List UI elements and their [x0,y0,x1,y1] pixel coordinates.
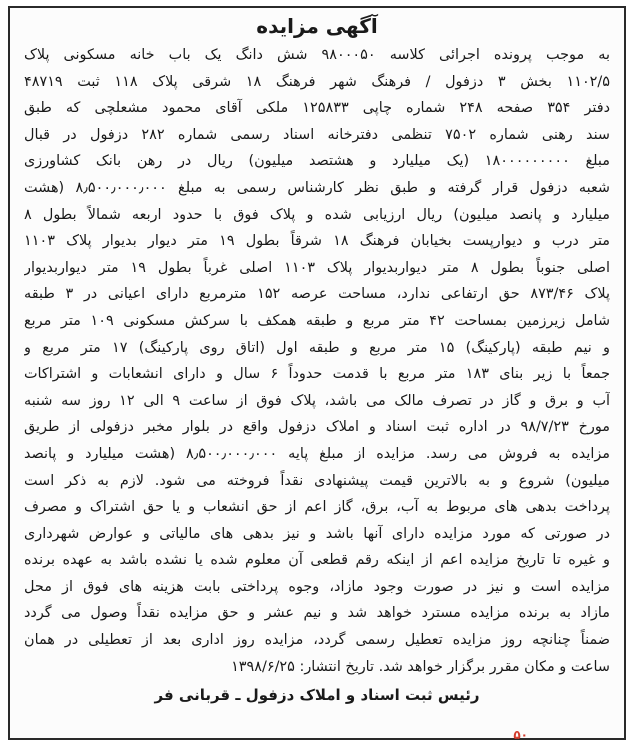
notice-line: مورخ ۹۸/۷/۲۳ در اداره ثبت اسناد و املاک دزفول واقع در بلوار مخبر دزفولی از طریق [24,419,610,436]
notice-line: میلیون) شروع و به بالاترین قیمت پیشنهادی نقداً فروخته می شود. لازم به ذکر است [24,472,610,489]
corner-mark: ۵۰ [513,728,528,742]
notice-line: پلاک ۸۷۳/۴۶ حق ارتفاعی ندارد، مساحت عرصه ۱۵۲ مترمربع دارای اعیانی در ۳ طبقه [24,286,610,303]
notice-line: اصلی جنوباً بطول ۸ متر دیواربدیوار پلاک ۱۱۰۳ اصلی غرباً بطول ۱۹ متر دیواربدیوار [24,259,610,276]
notice-signature: رئیس ثبت اسناد و املاک دزفول ـ قربانی فر [154,686,480,705]
notice-line: و غیره تا تاریخ مزایده اعم از اینکه رقم قطعی آن معلوم شده یا نشده باشد به عهده برنده [24,552,610,569]
notice-line: و نیم طبقه (پارکینگ) ۱۵ متر مربع و طبقه اول (اتاق روی پارکینگ) ۱۷ متر مربع و [24,339,610,356]
notice-line: ضمناً چنانچه روز مزایده تعطیل رسمی گردد، مزایده روز اداری بعد از تعطیلی در همان [24,632,610,649]
notice-line: در صورتی که مورد مزایده دارای آنها باشد و نیز بدهی های مالیاتی و عوارض شهرداری [24,525,610,542]
notice-line: جمعاً با زیر بنای ۱۸۳ متر مربع با قدمت حدوداً ۶ سال و دارای انشعابات و اشتراکات [24,366,610,383]
notice-title: آگهی مزایده [256,14,378,38]
notice-line: ساعت و مکان مقرر برگزار خواهد شد. تاریخ انتشار: ۱۳۹۸/۶/۲۵ [231,658,610,675]
notice-line: به موجب پرونده اجرائی کلاسه ۹۸۰۰۰۵۰ شش دانگ یک باب خانه مسکونی پلاک [24,47,610,63]
notice-line: پرداخت بدهی های مربوط به آب، برق، گاز اعم از حق انشعاب و یا حق اشتراک و مصرف [24,499,610,516]
notice-body [10,38,624,680]
notice-line: شامل زیرزمین بمساحت ۴۲ متر مربع و طبقه همکف با سرکش مسکونی ۱۰۹ متر مربع [24,312,610,329]
notice-line: ۱۱۰۲/۵ بخش ۳ دزفول / فرهنگ شهر فرهنگ ۱۸ شرقی پلاک ۱۱۸ ثبت ۴۸۷۱۹ [24,73,610,90]
auction-notice [8,6,626,740]
notice-line: آب و برق و گاز در تصرف مالک می باشد، پلاک فوق از ساعت ۹ الی ۱۲ روز سه شنبه [24,392,610,409]
notice-line: دفتر ۳۵۴ صفحه ۲۴۸ شماره چاپی ۱۲۵۸۳۳ ملکی آقای محمود مشعلچی که طبق [24,100,610,117]
notice-line: مزایده است و نیز در صورت وجود مازاد، وجوه پرداختی بابت هزینه های فوق از محل [24,578,610,595]
notice-line: میلیارد و پانصد میلیون) ریال ارزیابی شده و پلاک فوق با حدود اربعه شمالاً بطول ۸ [24,206,610,223]
notice-line: متر درب و دیوارپست بخیابان فرهنگ ۱۸ شرقاً بطول ۱۹ متر دیوار بدیوار پلاک ۱۱۰۳ [24,233,610,250]
notice-line: سند رهنی شماره ۷۵۰۲ تنظمی دفترخانه اسناد رسمی شماره ۲۸۲ دزفول در قبال [24,126,610,143]
notice-line: شعبه دزفول قرار گرفته و طبق نظر کارشناس رسمی به مبلغ ۸٫۵۰۰٫۰۰۰٫۰۰۰ (هشت [24,179,610,196]
notice-line: مازاد به برنده مزایده مسترد خواهد شد و نیم عشر و حق مزایده نقداً وصول می گردد [24,605,610,622]
notice-line: مبلغ ۱۸۰۰۰۰۰۰۰۰۰ (یک میلیارد و هشتصد میلیون) ریال در رهن بانک کشاورزی [24,153,610,170]
notice-line: مزایده به فروش می رسد. مزایده از مبلغ پایه ۸٫۵۰۰٫۰۰۰٫۰۰۰ (هشت میلیارد و پانصد [24,445,610,462]
